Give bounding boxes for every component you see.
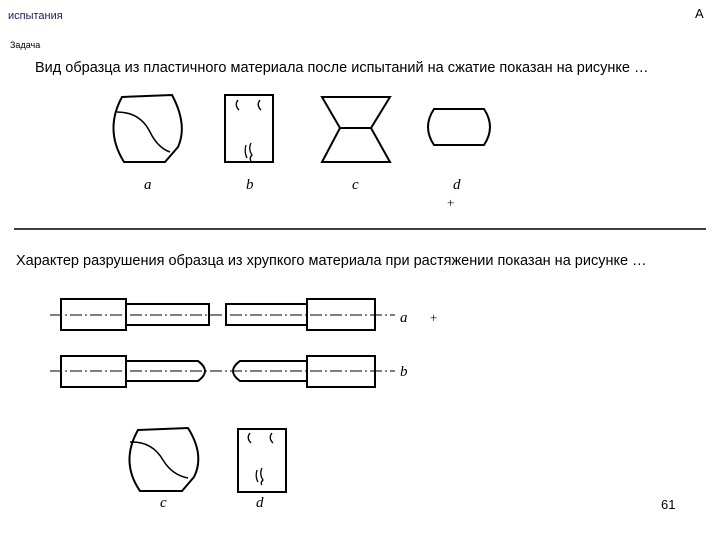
- q2-label-d: d: [256, 495, 264, 511]
- topic-label: испытания: [8, 10, 63, 22]
- q2-answer-mark: +: [430, 310, 438, 325]
- q2-figure-b: [50, 356, 395, 387]
- q2-figure-a: [50, 299, 395, 330]
- q2-figure-c: [129, 428, 198, 491]
- q2-label-c: c: [160, 495, 167, 511]
- q1-answer-mark: +: [447, 195, 455, 210]
- q1-label-b: b: [246, 177, 254, 193]
- q2-figure-d: [238, 429, 286, 492]
- q1-label-c: c: [352, 177, 359, 193]
- question-2-text: Характер разрушения образца из хрупкого материала при растяжении показан на рисунке …: [16, 253, 647, 269]
- q1-figure-c: [322, 97, 390, 162]
- q1-figure-b: [225, 95, 273, 162]
- q1-figure-d: [428, 109, 490, 145]
- page-number: 61: [661, 497, 676, 512]
- task-label: Задача: [10, 40, 41, 50]
- q1-label-d: d: [453, 177, 461, 193]
- q1-figure-a: [113, 95, 181, 162]
- q2-label-a: a: [400, 310, 408, 326]
- question-1-text: Вид образца из пластичного материала после испытаний на сжатие показан на рисунке …: [35, 60, 649, 76]
- q1-label-a: a: [144, 177, 152, 193]
- q2-label-b: b: [400, 364, 408, 380]
- corner-letter: A: [695, 6, 704, 21]
